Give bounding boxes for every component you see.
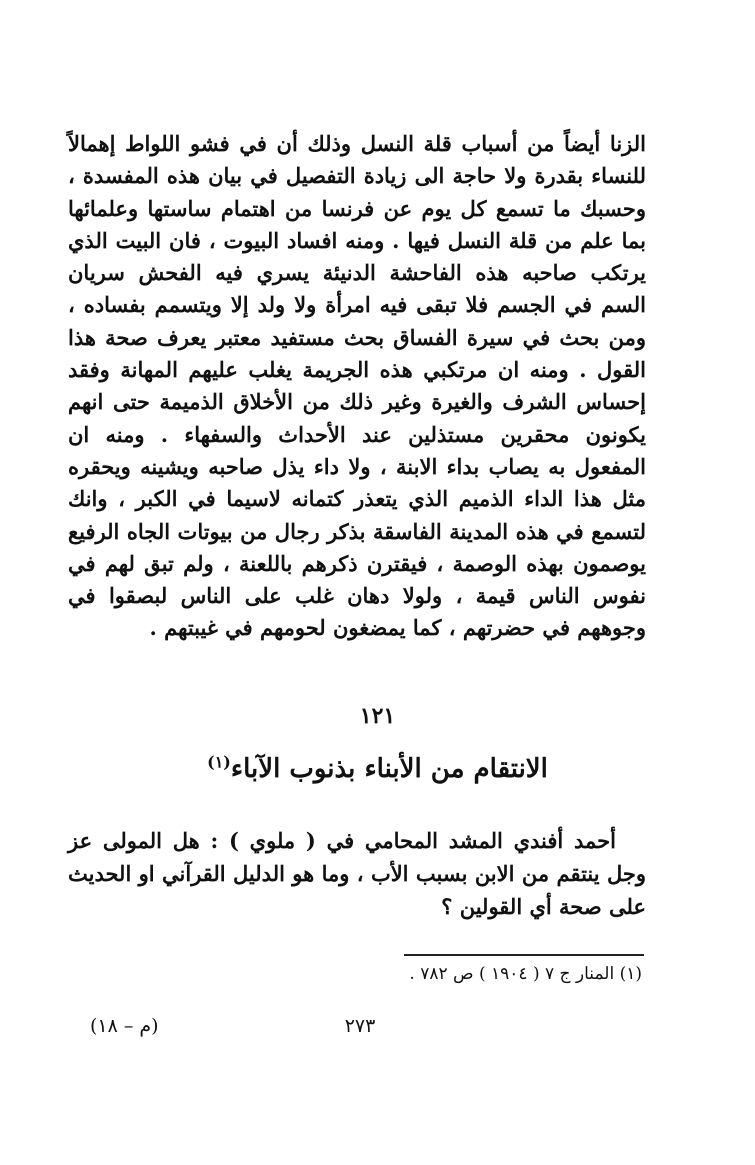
- section-title: [0, 754, 755, 784]
- section-number: ١٢١: [359, 703, 396, 729]
- footnote-divider: [404, 954, 644, 956]
- question-paragraph: أحمد أفندي المشد المحامي في ( ملوي ) : هل المولى عز وجل ينتقم من الابن بسبب الأب ، وما هو الدليل القرآني او الحديث على صحة أي القولين ؟: [68, 828, 646, 919]
- footnote-text: (١) المنار ج ٧ ( ١٩٠٤ ) ص ٧٨٢ .: [409, 964, 642, 984]
- main-paragraph: الزنا أيضاً من أسباب قلة النسل وذلك أن في فشو اللواط إهمالاً للنساء بقدرة ولا حاجة الى زيادة التفصيل في بيان هذه المفسدة ، وحسبك ما تسمع كل يوم عن فرنسا من اهتمام ساستها وعلمائها بما علم من قلة النسل فيها . ومنه افساد البيوت ، فان البيت الذي يرتكب صاحبه هذه الفاحشة الدنيئة يسري فيه الفحش سريان السم في الجسم فلا تبقى فيه امرأة ولا ولد إلا ويتسمم بفساده ، ومن بحث في سيرة الفساق بحث مستفيد معتبر يعرف صحة هذا القول . ومنه ان مرتكبي هذه الجريمة يغلب عليهم المهانة وفقد إحساس الشرف والغيرة وغير ذلك من الأخلاق الذميمة حتى انهم يكونون محقرين مستذلين عند الأحداث والسفهاء . ومنه ان المفعول به يصاب بداء الابنة ، ولا داء يذل صاحبه ويشينه ويحقره مثل هذا الداء الذميم الذي يتعذر كتمانه لاسيما في الكبر ، وانك لتسمع في هذه المدينة الفاسقة بذكر رجال من بيوتات الجاه الرفيع يوصمون بهذه الوصمة ، فيقترن ذكرهم باللعنة ، ولم تبق لهم في نفوس الناس قيمة ، ولولا دهان غلب على الناس لبصقوا في وجوههم في حضرتهم ، كما يمضغون لحومهم في غيبتهم .: [68, 131, 646, 641]
- printer-signature-mark: (م – ١٨): [90, 1015, 159, 1037]
- footnote-reference-marker: (١): [207, 752, 231, 772]
- section-title-text: الانتقام من الأبناء بذنوب الآباء: [230, 754, 548, 784]
- page-number: ٢٧٣: [344, 1015, 376, 1037]
